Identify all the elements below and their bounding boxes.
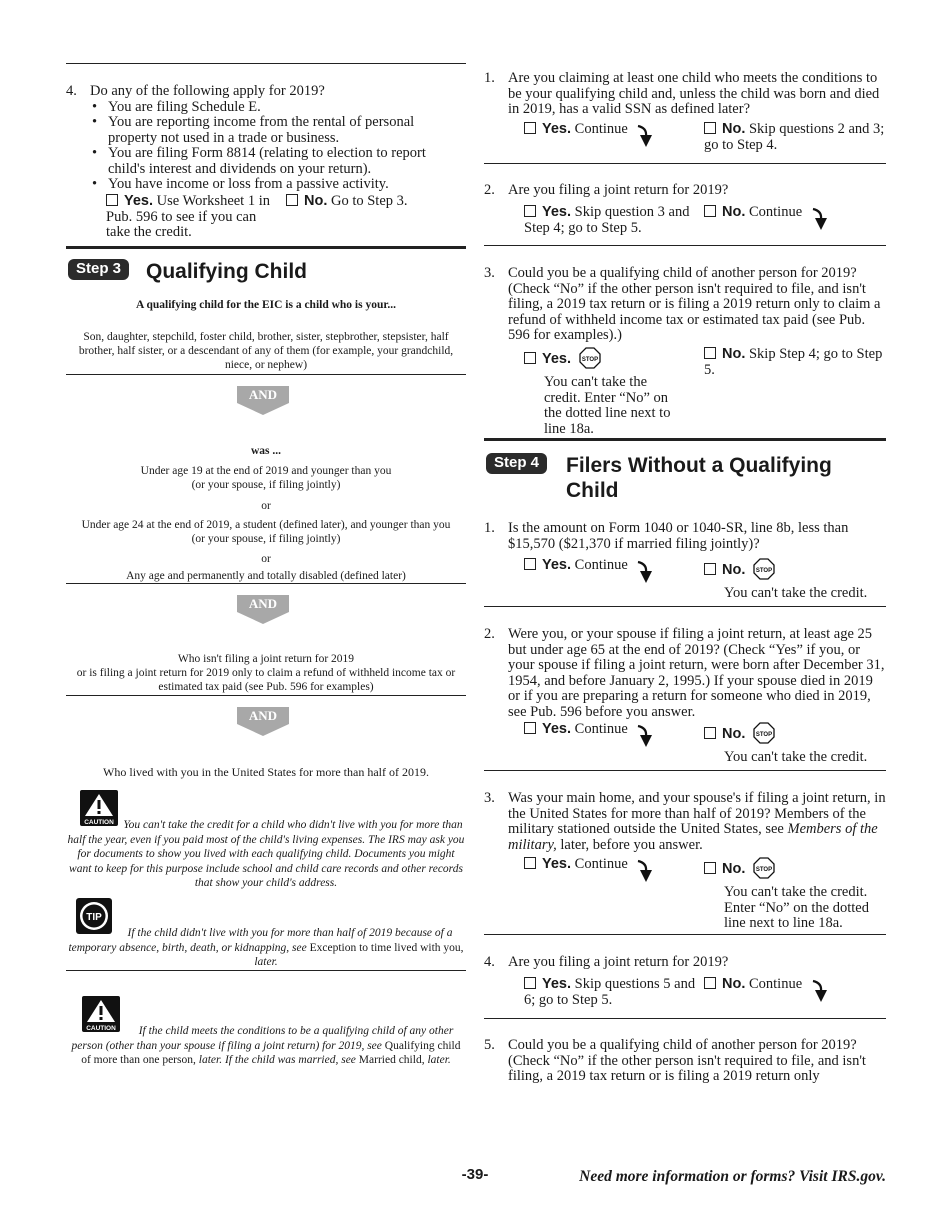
no-checkbox[interactable] <box>704 122 716 134</box>
yes-option[interactable]: Yes. Skip question 3 and Step 4; go to Step 5. <box>524 204 690 236</box>
yes-checkbox[interactable] <box>524 122 536 134</box>
divider <box>484 934 886 935</box>
no-option[interactable]: No. Go to Step 3. <box>286 194 461 210</box>
continue-arrow-icon <box>810 205 830 231</box>
svg-text:CAUTION: CAUTION <box>86 1025 116 1032</box>
no-checkbox[interactable] <box>704 727 716 739</box>
no-checkbox[interactable] <box>704 977 716 989</box>
no-option[interactable]: No. Continue <box>704 205 886 231</box>
yes-option[interactable]: Yes. Use Worksheet 1 in Pub. 596 to see if you can take the credit. <box>106 193 270 240</box>
yes-option[interactable]: Yes. Skip questions 5 and 6; go to Step 5. <box>524 976 696 1008</box>
bullet-item: • You have income or loss from a passive activity. <box>108 177 448 193</box>
question-number: 4. <box>66 83 77 99</box>
tip-note: If the child didn't live with you for more than half of 2019 because of a temporary absence, birth, death, or kidnapping, see Exception to time lived with you, later. <box>68 927 464 968</box>
no-option[interactable]: No. STOP You can't take the credit. Enter “No” on the dotted line next to line 18a. <box>704 857 886 932</box>
stop-icon <box>753 558 775 580</box>
stop-icon <box>753 722 775 744</box>
yes-option[interactable]: Yes. Continue <box>524 857 699 883</box>
no-option[interactable]: No. STOP You can't take the credit. <box>704 558 886 602</box>
residency-test: Who lived with you in the United States for more than half of 2019. <box>103 765 429 779</box>
divider <box>484 245 886 246</box>
no-option[interactable]: No. Skip Step 4; go to Step 5. <box>704 346 883 378</box>
no-option[interactable]: No. Continue <box>704 977 886 1003</box>
continue-arrow-icon <box>635 122 655 148</box>
no-checkbox[interactable] <box>704 862 716 874</box>
yes-checkbox[interactable] <box>524 558 536 570</box>
yes-checkbox[interactable] <box>524 857 536 869</box>
no-option[interactable]: No. Skip questions 2 and 3; go to Step 4. <box>704 121 885 153</box>
yes-option[interactable]: Yes. Continue <box>524 558 699 584</box>
step3-badge: Step 3 <box>68 259 129 280</box>
step4-badge: Step 4 <box>486 453 547 474</box>
divider <box>66 583 466 584</box>
svg-text:TIP: TIP <box>86 912 102 923</box>
divider <box>66 695 466 696</box>
top-rule <box>66 63 466 64</box>
page-number: -39- <box>461 1166 489 1183</box>
qualifying-intro: A qualifying child for the EIC is a child who is your... <box>135 299 397 311</box>
yes-checkbox[interactable] <box>524 352 536 364</box>
stop-icon <box>753 857 775 879</box>
svg-text:STOP: STOP <box>755 732 773 738</box>
age-test-1: Under age 19 at the end of 2019 and younger than you (or your spouse, if filing jointly) <box>140 465 392 491</box>
svg-text:STOP: STOP <box>581 357 598 363</box>
or-label: or <box>261 553 271 565</box>
continue-arrow-icon <box>635 722 655 748</box>
yes-option[interactable]: Yes. Continue <box>524 122 699 148</box>
relationship-test: Son, daughter, stepchild, foster child, brother, sister, stepbrother, stepsister, half brother, half sister, or a descendant of any of them (for example, your grandchild, niece, or nephew) <box>78 331 454 371</box>
yes-checkbox[interactable] <box>524 977 536 989</box>
divider <box>484 606 886 607</box>
bullet-item: • You are filing Form 8814 (relating to election to report child's interest and dividends on your return). <box>108 146 448 177</box>
was-label: was ... <box>250 445 282 457</box>
stop-icon <box>579 347 601 369</box>
yes-checkbox[interactable] <box>524 722 536 734</box>
svg-text:CAUTION: CAUTION <box>84 819 114 826</box>
and-connector: AND <box>237 595 289 624</box>
caution-note-2: If the child meets the conditions to be a qualifying child of any other person (other than your spouse if filing a joint return) for 2019, see Qualifying child of more than one person, later. If the child was married, see Married child, later. <box>71 1025 461 1066</box>
continue-arrow-icon <box>635 857 655 883</box>
step3-title: Qualifying Child <box>146 260 307 283</box>
no-checkbox[interactable] <box>704 205 716 217</box>
and-connector: AND <box>237 707 289 736</box>
yes-checkbox[interactable] <box>524 205 536 217</box>
and-connector: AND <box>237 386 289 415</box>
svg-text:STOP: STOP <box>755 867 773 873</box>
yes-option[interactable]: Yes. Continue <box>524 722 699 748</box>
age-test-3: Any age and permanently and totally disabled (defined later) <box>126 570 406 582</box>
step4-title: Filers Without a Qualifying Child <box>566 454 832 502</box>
bullet-item: • You are filing Schedule E. <box>108 100 448 116</box>
bullet-item: • You are reporting income from the rental of personal property not used in a trade or business. <box>108 115 448 146</box>
caution-note-1: You can't take the credit for a child who didn't live with you for more than half the year, even if you paid most of the child's living expenses. The IRS may ask you for documents to show you lived with each qualifying child. Documents you might want to keep for this purpose include school and child care records and other records that show your child's address. <box>67 819 465 889</box>
svg-text:STOP: STOP <box>755 568 773 574</box>
divider <box>484 770 886 771</box>
step4-rule <box>484 438 886 441</box>
no-checkbox[interactable] <box>286 194 298 206</box>
joint-return-test: Who isn't filing a joint return for 2019 or is filing a joint return for 2019 only to claim a refund of withheld income tax or estimated tax paid (see Pub. 596 for examples) <box>76 653 456 693</box>
continue-arrow-icon <box>810 977 830 1003</box>
yes-option[interactable]: Yes. STOP You can't take the credit. Enter “No” on the dotted line next to line 18a. <box>524 347 684 437</box>
no-checkbox[interactable] <box>704 563 716 575</box>
or-label: or <box>261 500 271 512</box>
yes-checkbox[interactable] <box>106 194 118 206</box>
question-text: Do any of the following apply for 2019? <box>90 83 325 99</box>
step3-rule <box>66 246 466 249</box>
no-option[interactable]: No. STOP You can't take the credit. <box>704 722 886 766</box>
divider <box>66 374 466 375</box>
divider <box>484 1018 886 1019</box>
continue-arrow-icon <box>635 558 655 584</box>
age-test-2: Under age 24 at the end of 2019, a student (defined later), and younger than you (or your spouse, if filing jointly) <box>81 519 451 545</box>
no-checkbox[interactable] <box>704 347 716 359</box>
divider <box>484 163 886 164</box>
option-text: Go to Step 3. <box>330 193 408 209</box>
option-text: Use Worksheet 1 in Pub. 596 to see if you can take the credit. <box>106 193 270 240</box>
divider <box>66 970 466 971</box>
footer-info: Need more information or forms? Visit IRS.gov. <box>579 1168 886 1185</box>
